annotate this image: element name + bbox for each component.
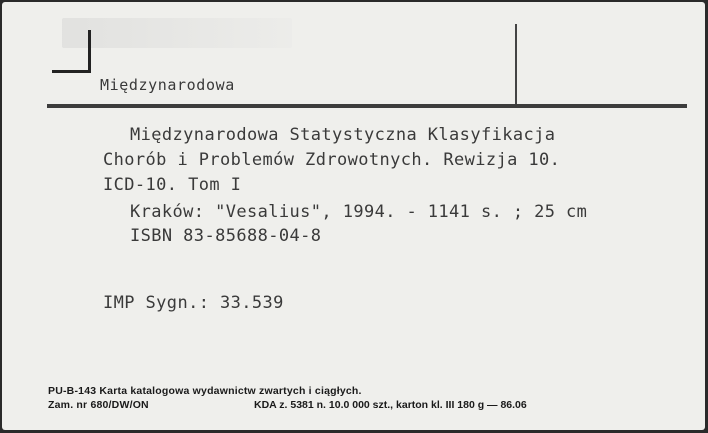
title-line-1: Międzynarodowa Statystyczna Klasyfikacja: [130, 125, 556, 145]
imprint-line: Kraków: "Vesalius", 1994. - 1141 s. ; 25 cm: [130, 202, 588, 222]
call-number: IMP Sygn.: 33.539: [103, 293, 284, 313]
header-rule: [47, 104, 687, 108]
footer-order-number: Zam. nr 680/DW/ON: [48, 399, 149, 411]
card-heading: Międzynarodowa: [100, 76, 235, 94]
heading-separator-line: [515, 24, 517, 106]
faded-stamp: [62, 18, 292, 48]
corner-bracket-vertical: [88, 30, 91, 72]
corner-bracket-horizontal: [52, 70, 91, 73]
title-line-3: ICD-10. Tom I: [103, 175, 242, 195]
footer-form-title: PU-B-143 Karta katalogowa wydawnictw zwartych i ciągłych.: [48, 385, 362, 397]
footer-print-details: KDA z. 5381 n. 10.0 000 szt., karton kl. III 180 g — 86.06: [254, 399, 527, 411]
isbn-line: ISBN 83-85688-04-8: [130, 226, 322, 246]
title-line-2: Chorób i Problemów Zdrowotnych. Rewizja 10.: [103, 150, 561, 170]
